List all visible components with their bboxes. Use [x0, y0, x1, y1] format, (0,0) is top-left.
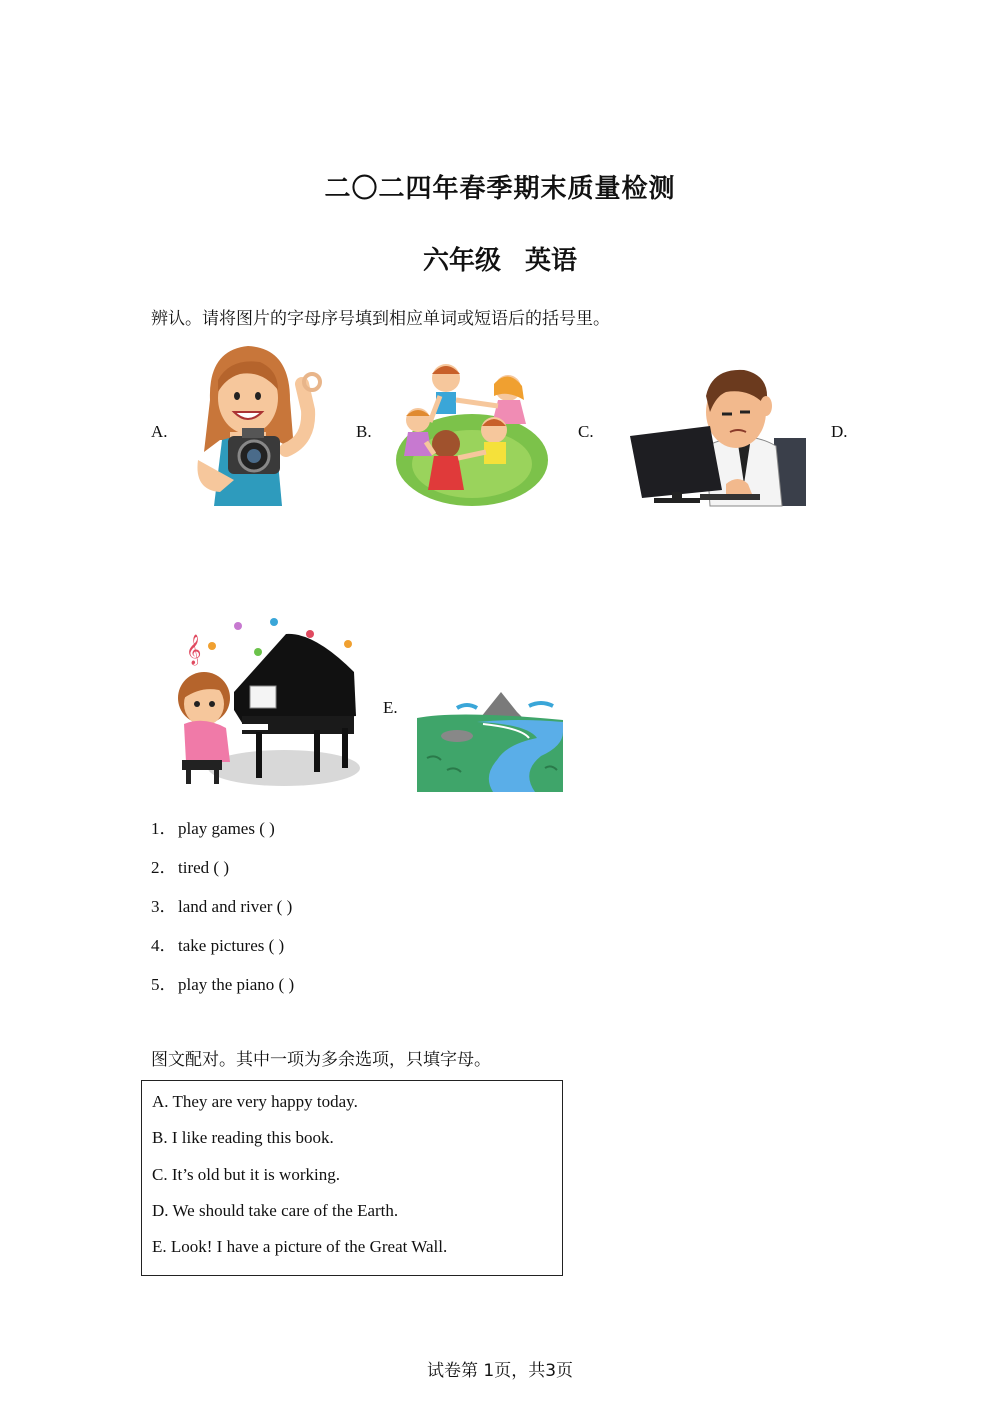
svg-text:𝄞: 𝄞	[186, 635, 202, 665]
question-5: 5．play the piano ( )	[151, 975, 295, 994]
tired-man-computer-illustration	[626, 366, 808, 508]
section2-instruction: 图文配对。其中一项为多余选项，只填字母。	[151, 1050, 491, 1070]
grade-label: 六年级	[422, 246, 501, 276]
photographer-illustration	[190, 340, 330, 506]
option-a: A. They are very happy today.	[152, 1092, 358, 1111]
option-e: E. Look! I have a picture of the Great Wall.	[152, 1237, 448, 1256]
girl-piano-illustration	[164, 612, 360, 792]
label-d: D.	[831, 422, 848, 441]
option-d: D. We should take care of the Earth.	[152, 1201, 399, 1220]
question-2: 2．tired ( )	[151, 858, 229, 877]
children-playing-illustration	[396, 360, 548, 508]
label-b: B.	[356, 422, 372, 441]
label-e: E.	[383, 698, 398, 717]
exam-subtitle	[0, 240, 1000, 277]
label-c: C.	[578, 422, 594, 441]
question-3: 3．land and river ( )	[151, 897, 293, 916]
option-b: B. I like reading this book.	[152, 1128, 334, 1147]
option-c: C. It’s old but it is working.	[152, 1165, 340, 1184]
section1-instruction: 辨认。请将图片的字母序号填到相应单词或短语后的括号里。	[151, 309, 610, 329]
options-box	[141, 1080, 563, 1276]
question-1: 1．play games ( )	[151, 819, 275, 838]
question-4: 4．take pictures ( )	[151, 936, 285, 955]
label-a: A.	[151, 422, 168, 441]
subject-label: 英语	[525, 246, 578, 276]
land-river-illustration	[417, 688, 563, 792]
exam-title: 二〇二四年春季期末质量检测	[324, 174, 676, 204]
page-footer: 试卷第 1页，共3页	[426, 1361, 574, 1381]
